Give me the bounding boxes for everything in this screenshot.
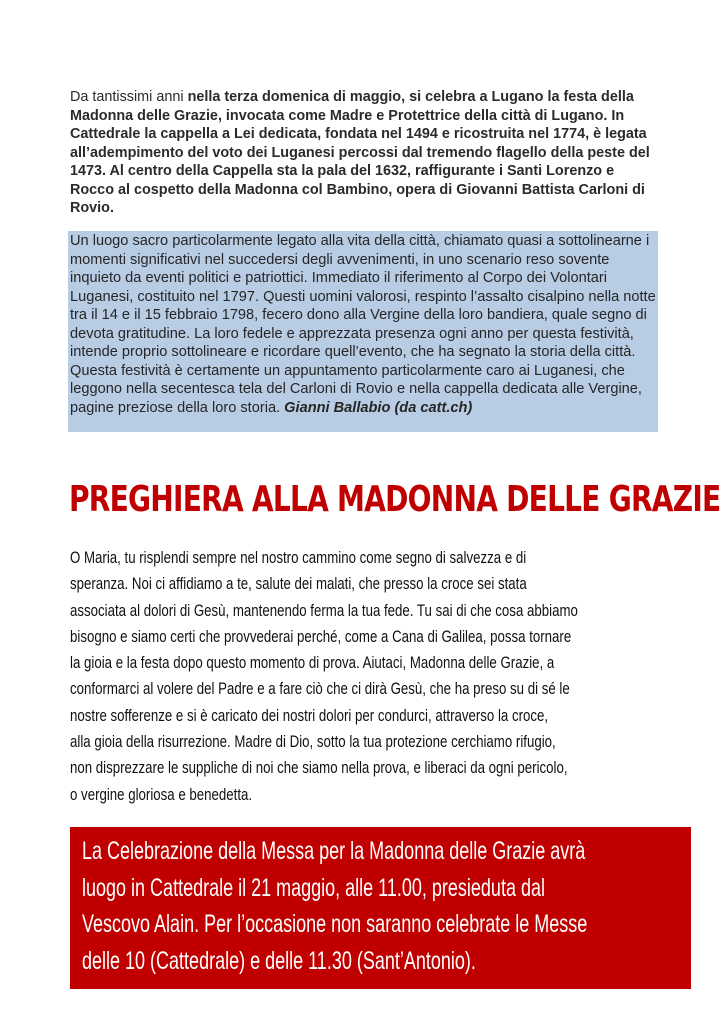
prayer-line: o vergine gloriosa e benedetta. [70, 784, 253, 804]
prayer-line: speranza. Noi ci affidiamo a te, salute dei malati, che presso la croce sei stata [70, 574, 527, 594]
prayer-line: O Maria, tu risplendi sempre nel nostro cammino come segno di salvezza e di [70, 548, 527, 567]
notice-line: luogo in Cattedrale il 21 maggio, alle 11.00, presieduta dal [82, 873, 545, 902]
intro-paragraph [70, 88, 660, 218]
prayer-line: conformarci al volere del Padre e a fare ciò che ci dirà Gesù, che ha preso su di sé le [70, 679, 570, 699]
prayer-line: bisogno e siamo certi che provvederai perché, come a Cana di Galilea, possa tornare [70, 626, 572, 646]
quote-paragraph-2: Questa festività è certamente un appuntamento particolarmente caro ai Luganesi, che leggono nella secentesca tela del Carloni di Rovio e nella cappella dedicata alle Vergine, pagine preziose della loro storia. [70, 362, 642, 416]
prayer-line: non disprezzare le suppliche di noi che siamo nella prova, e liberaci da ogni pericolo, [70, 758, 568, 778]
prayer-line: associata al dolori di Gesù, mantenendo ferma la tua fede. Tu sai di che cosa abbiamo [70, 600, 578, 620]
notice-line: La Celebrazione della Messa per la Madonna delle Grazie avrà [82, 837, 586, 865]
prayer-line: la gioia e la festa dopo questo momento di prova. Aiutaci, Madonna delle Grazie, a [70, 653, 555, 673]
prayer-title: PREGHIERA ALLA MADONNA DELLE GRAZIE [69, 479, 721, 520]
mass-notice-box [70, 827, 691, 989]
mass-notice-text [82, 833, 651, 979]
intro-bold-text: nella terza domenica di maggio, si celebra a Lugano la festa della Madonna delle Grazie, invocata come Madre e Protettrice della città di Lugano. In Cattedrale la cappella a Lei dedicata, fondata nel 1494 e ricostruita nel 1774, è legata all’adempimento del voto dei Luganesi percossi dal tremendo flagello della peste del 1473. Al centro della Cappella sta la pala del 1632, raffigurante i Santi Lorenzo e Rocco al cospetto della Madonna col Bambino, opera di Giovanni Battista Carloni di Rovio. [70, 89, 650, 216]
prayer-text [70, 545, 663, 808]
prayer-line: nostre sofferenze e si è caricato dei nostri dolori per condurci, attraverso la croce, [70, 705, 549, 725]
highlighted-quote-box [68, 231, 658, 432]
intro-lead: Da tantissimi anni [70, 89, 188, 105]
quote-author: Gianni Ballabio (da catt.ch) [284, 399, 473, 416]
notice-line: Vescovo Alain. Per l’occasione non saranno celebrate le Messe [82, 910, 588, 938]
notice-line: delle 10 (Cattedrale) e delle 11.30 (Sant’Antonio). [82, 946, 476, 975]
prayer-line: alla gioia della risurrezione. Madre di Dio, sotto la tua protezione cerchiamo rifugio, [70, 732, 556, 752]
quote-paragraph-1: Un luogo sacro particolarmente legato alla vita della città, chiamato quasi a sottolinearne i momenti significativi nel succedersi degli avvenimenti, in uno scenario reso sovente inquieto da eventi politici e patriottici. Immediato il riferimento al Corpo dei Volontari Luganesi, costituito nel 1797. Questi uomini valorosi, respinto l’assalto cisalpino nella notte tra il 14 e il 15 febbraio 1798, fecero dono alla Vergine della loro bandiera, quale segno di devota gratitudine. La loro fedele e apprezzata presenza ogni anno per questa festività, intende proprio sottolineare e ricordare quell’evento, che ha segnato la storia della città. [70, 233, 656, 360]
